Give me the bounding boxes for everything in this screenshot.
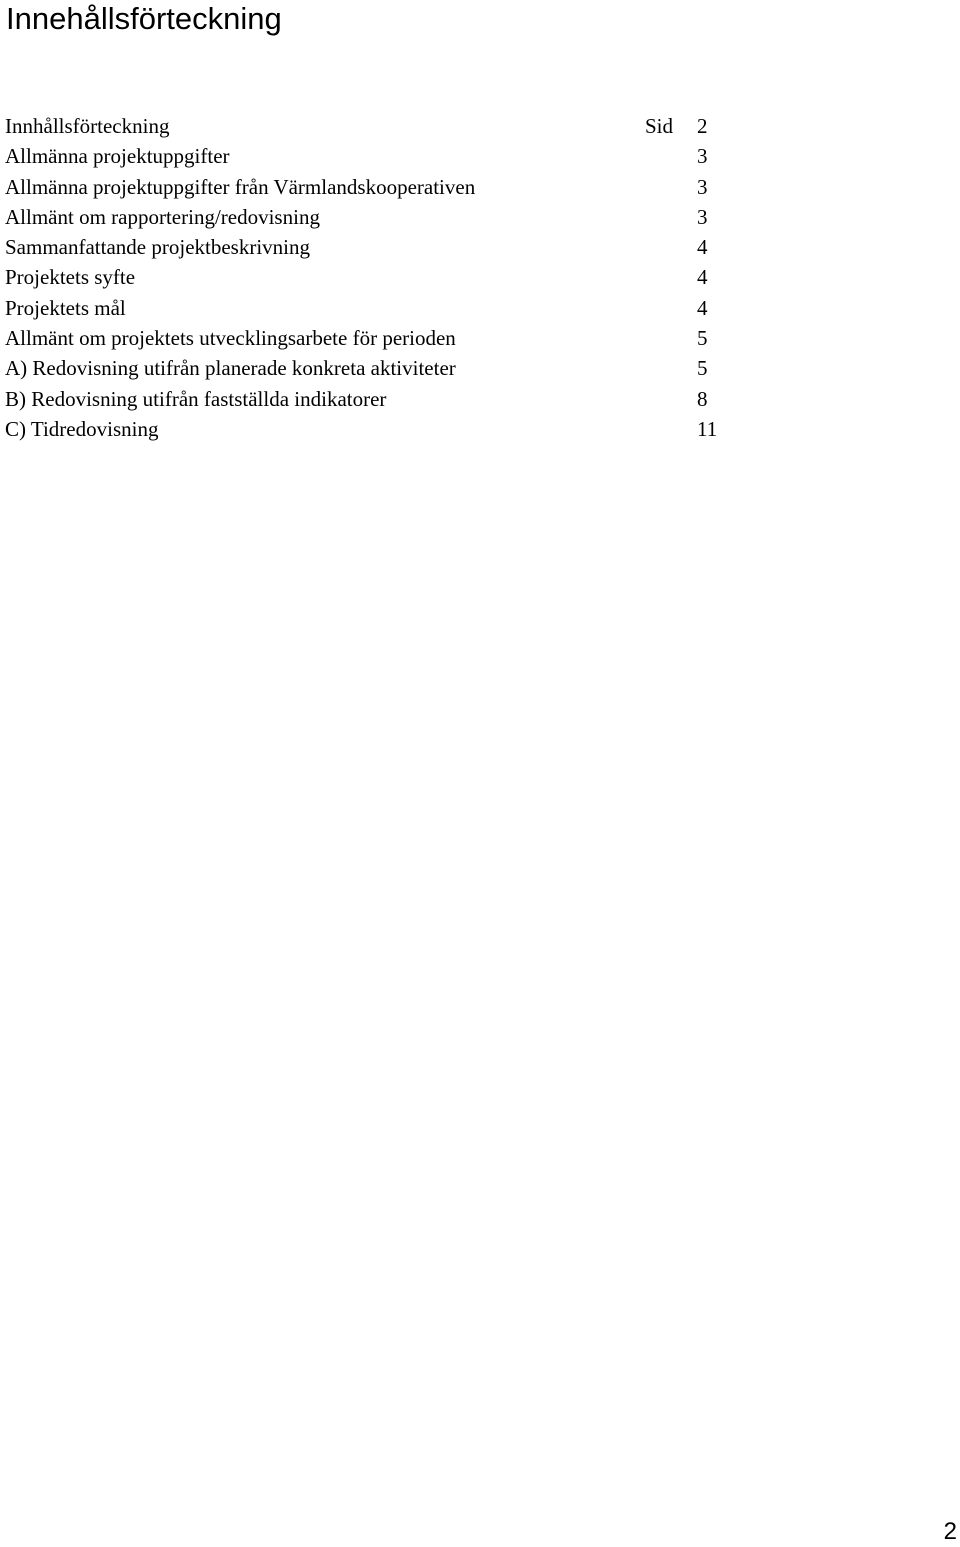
- toc-entry-title: Allmänna projektuppgifter från Värmlandskooperativen: [5, 174, 476, 199]
- toc-entry-title: Sammanfattande projektbeskrivning: [5, 235, 311, 260]
- toc-entry-title: A) Redovisning utifrån planerade konkreta aktiviteter: [5, 356, 456, 381]
- toc-entry-page: 3: [697, 144, 708, 169]
- toc-entry-page: 4: [697, 295, 708, 320]
- toc-entry-title: Innhållsförteckning: [5, 114, 170, 138]
- toc-entry: [5, 353, 720, 383]
- toc-entry-page: 5: [697, 326, 708, 351]
- toc-entry-page: 4: [697, 265, 708, 290]
- toc-entry: [5, 262, 720, 292]
- toc-entry-page: 4: [697, 235, 708, 260]
- toc-entry-title: C) Tidredovisning: [5, 416, 159, 441]
- toc-entry-page: 3: [697, 204, 708, 229]
- toc-entry-title: Projektets syfte: [5, 265, 136, 290]
- table-of-contents: [5, 111, 720, 444]
- toc-entry-title: B) Redovisning utifrån fastställda indikatorer: [5, 386, 387, 411]
- toc-entry: [5, 111, 720, 141]
- toc-entry-title: Allmänt om rapportering/redovisning: [5, 204, 320, 229]
- toc-entry: [5, 323, 720, 353]
- toc-entry-title: Allmänna projektuppgifter: [5, 144, 230, 169]
- toc-entry: [5, 172, 720, 202]
- toc-entry-title: Allmänt om projektets utvecklingsarbete för perioden: [5, 326, 456, 351]
- toc-sid-label: Sid: [645, 114, 674, 138]
- page-number: 2: [943, 1518, 957, 1545]
- toc-entry-page: 11: [697, 416, 718, 441]
- page-title: Innehållsförteckning: [6, 1, 282, 36]
- toc-entry: [5, 414, 720, 444]
- toc-entry: [5, 384, 720, 414]
- toc-entry: [5, 202, 720, 232]
- toc-entry-page: 3: [697, 174, 708, 199]
- toc-entry-title: Projektets mål: [5, 295, 126, 320]
- toc-entry: [5, 232, 720, 262]
- toc-entry-page: 8: [697, 386, 708, 411]
- toc-entry-page: 2: [697, 114, 708, 138]
- toc-entry: [5, 141, 720, 171]
- toc-entry-page: 5: [697, 356, 708, 381]
- toc-entry: [5, 293, 720, 323]
